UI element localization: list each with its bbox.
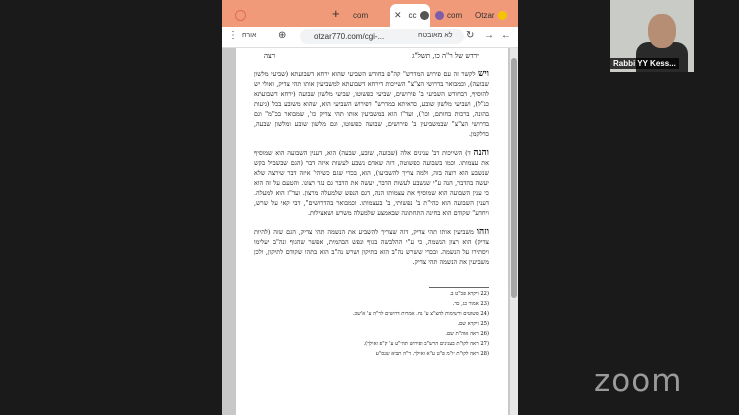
- footnote: (26 ראה אוה"ת שם.: [445, 331, 489, 337]
- browser-window: [222, 0, 518, 415]
- tab-active[interactable]: ✕ cc: [390, 4, 430, 27]
- scrollbar[interactable]: [510, 48, 518, 415]
- paragraph-2: והנה ד) השייכות דב' ענינים אלה (שבועה, שובע, שבעה) הוא, דענין השבועה הוא שמוסיף את עצמותו. וכמו בשבועה כפשוטה, דזה שאדם נשבע לעשות איזה דבר (הגם שבשביל בקש שנשבע הוא רוצה בזה, ולמה צריך להשביעו), הוא, בכדי שגם כשיהי' איזה דבר שירצה שלא יעשה בהדבר, הנה ע"י שנשבע לעשות הדבר, יעשה את הדבר גם נגד רצונו. והטעם על זה הוא כי ענין השבועה הוא שמוסיף את עצמותו הנה, דגם הנפש שלמעלה מרצון. ועד"ז הוא למעלה. דענין השבועה הוא כהי"ת ב' נפשותי, ב' בעצמותו. וכמבואר בהדרושים", דבי קאי על שרש, ויחדע" שקודם הוא בחינה התחתונה שבאמצע שלמעלה משרש ושאצילות.: [254, 148, 489, 217]
- header-left: רצה: [264, 52, 276, 60]
- tab-com-2[interactable]: com: [432, 4, 472, 27]
- otzar-favicon-icon: [498, 11, 507, 20]
- zoom-page-icon[interactable]: ⊕: [278, 30, 287, 41]
- page-viewport: [222, 48, 518, 415]
- tab-bar: [222, 0, 518, 27]
- url-field[interactable]: otzar770.com/cgi-...: [300, 29, 464, 44]
- tab-com-1[interactable]: com: [353, 11, 369, 20]
- new-tab-button[interactable]: +: [332, 6, 340, 21]
- paragraph-lead: והנה: [473, 148, 489, 158]
- paragraph-lead: וזהו: [476, 227, 489, 237]
- page-header: [254, 52, 489, 60]
- guest-profile-button[interactable]: אורח: [242, 32, 257, 39]
- insecure-badge[interactable]: לא מאובטח: [418, 32, 453, 39]
- paragraph-lead: ויש: [477, 69, 489, 79]
- footnote: (22 ויקרא פכ"ט ב.: [449, 291, 489, 297]
- document-text: [254, 50, 489, 358]
- footnote: (27 ראה לקו"ת בענינים הרש"ב ופירוש תהי"ע ע' ק"פ ואילך).: [363, 341, 489, 347]
- tab-otzar[interactable]: Otzar: [472, 4, 508, 27]
- participant-name: Rabbi YY Kess...: [610, 58, 679, 69]
- favicon-icon: [235, 10, 246, 21]
- footnote: (25 ויקרא שם.: [457, 321, 489, 327]
- footnote: (28 ראה לקו"ת יו"מ פ"ט ע"א ואילך. ד"ה תביא שנס"ע: [375, 351, 489, 357]
- paragraph-1: ויש לקשר זה עם פירוש המדרש" קה"פ בחודש השביעי שהוא ירחא דשבועתא (שביעי מלשון שבועה), וכמבואר בדרושי הצ"צ" השייכות דירחא דשבועתא למשביעין אותו תהי צדיק, ואולי יש להוסיף, דבחודש השביעי ב' פירושים, שביעי כפשוטו, שביעי מלשון שבועה (ירחא דשבועתא כנ"ל), ושביעי מלשון שובע, כדאיתא במדרש" דפירוש השביעי הוא, שהוא משובע בכל (גיעות בהונה, ברכות בחותם, וכו'), ועד"ז הוא במשביעין אותו תהי צדיק כו', שמבואר בכ"מ" וגם בדרושי הצ"צ" שבמשביעין ב' פירושים, שבועה כפשוטו, וגם מלשון שובע ומלשון שבעה, כדלקמן.: [254, 69, 489, 138]
- participant-head: [648, 14, 676, 48]
- footnote: (23 אמור כג, כד.: [452, 301, 489, 307]
- tab-left-edge[interactable]: [232, 4, 258, 27]
- close-tab-icon[interactable]: ✕: [394, 10, 402, 20]
- participant-video[interactable]: [610, 0, 694, 72]
- scrollbar-thumb[interactable]: [511, 58, 517, 298]
- document-page: [236, 48, 508, 415]
- forward-icon[interactable]: →: [484, 30, 494, 41]
- footnote: (24 פשוטים ורשימות להצ"צ ע' נח. אמרות דרושים לר"ה ע' א'שכ.: [352, 311, 489, 317]
- header-center: ירדש של ר"ה כו, תשל"ג: [412, 52, 479, 60]
- back-icon[interactable]: ←: [501, 30, 511, 41]
- tab-favicon-icon: [435, 11, 444, 20]
- zoom-logo: zoom: [594, 363, 683, 399]
- reload-icon[interactable]: ↻: [466, 30, 475, 41]
- menu-dots-icon[interactable]: ⋮: [228, 30, 238, 41]
- paragraph-3: וזהו משביעין אותו תהי צדיק, דזה שצריך להשביע את הנשמה תהי צדיק, הגם שזה (להיות צדיק) הוא רצון הנשמה, כי ע"י ההלבשה בגוף ונפש הבהמית, אפשר שהגוף ונה"ב יעלימו ויסתירו על הנשמה. ובכדי ששרש נה"ב הוא בתיקון ושרש נה"ב הוא בתהו שקודם לתיקון, ולכן משביעין את הנשמה תהי צדיק.: [254, 227, 489, 266]
- page-favicon-icon: [420, 11, 429, 20]
- footnote-divider: [429, 287, 489, 288]
- address-bar: [222, 27, 518, 48]
